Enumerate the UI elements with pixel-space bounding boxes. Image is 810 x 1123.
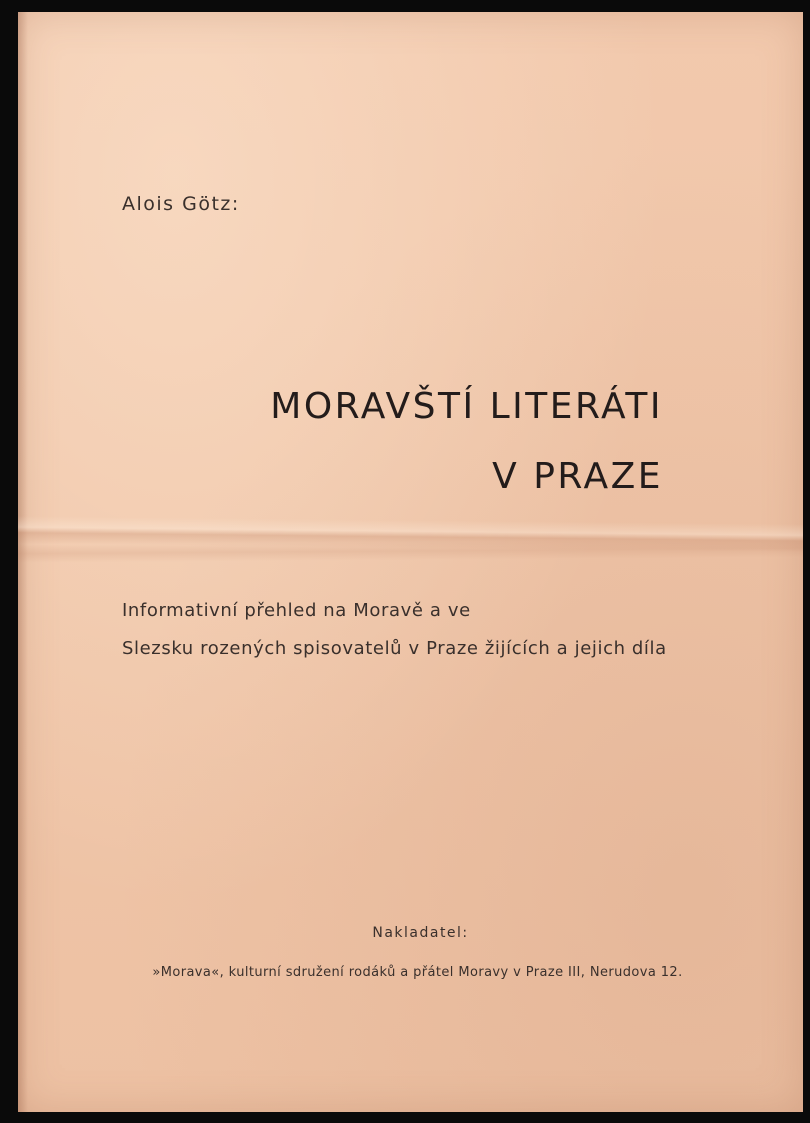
subtitle-line-2: Slezsku rozených spisovatelů v Praze žijících a jejich díla	[122, 638, 667, 659]
publisher-label: Nakladatel:	[372, 925, 469, 941]
publisher-info: »Morava«, kulturní sdružení rodáků a přátel Moravy v Praze III, Nerudova 12.	[152, 965, 683, 980]
cover-page	[18, 12, 803, 1112]
title-line-2: V PRAZE	[492, 456, 663, 497]
author-name: Alois Götz:	[122, 193, 240, 215]
subtitle-line-1: Informativní přehled na Moravě a ve	[122, 600, 471, 621]
title-line-1: MORAVŠTÍ LITERÁTI	[270, 386, 663, 427]
